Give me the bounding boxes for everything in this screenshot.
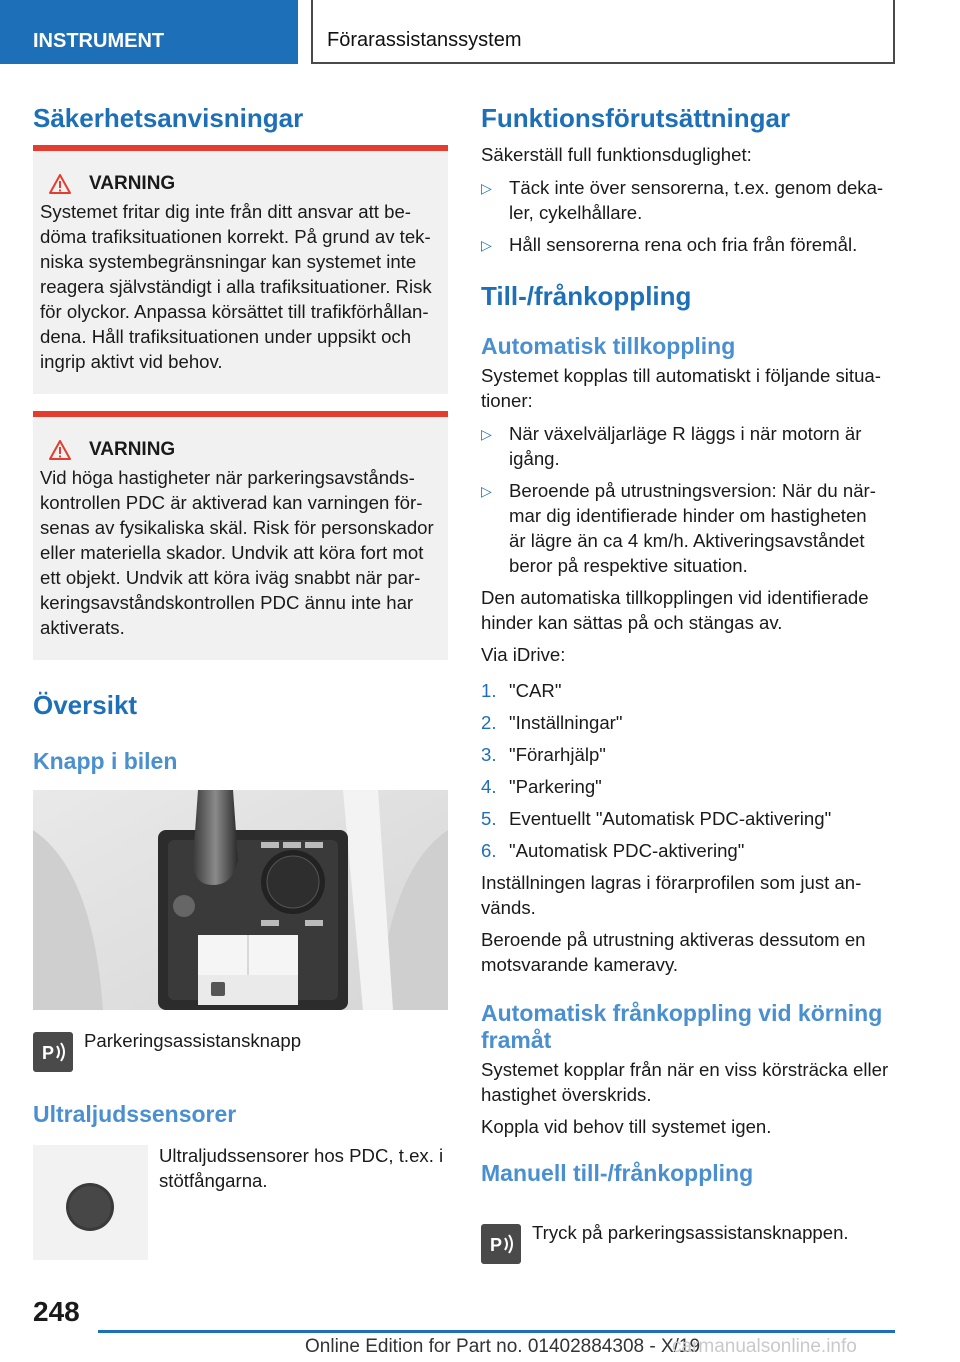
warning-line: keringsavståndskontrollen PDC ännu inte har <box>40 592 414 613</box>
svg-text:P: P <box>490 1235 503 1255</box>
auto-on-intro: Systemet kopplas till automatiskt i följande situa- <box>481 365 881 386</box>
auto-off-paragraph: Systemet kopplar från när en viss körsträcka eller <box>481 1059 889 1080</box>
chapter-title <box>311 0 895 64</box>
warning-triangle-icon <box>48 173 72 195</box>
footer-edition: Online Edition for Part no. 01402884308 - X/19 <box>305 1336 701 1357</box>
section-tab <box>0 0 298 64</box>
warning-triangle-icon <box>48 439 72 461</box>
heading-function-requirements: Funktionsförutsättningar <box>481 103 791 133</box>
list-item-text: igång. <box>509 448 560 469</box>
warning-label: VARNING <box>89 439 176 460</box>
warning-line: ett objekt. Undvik att köra iväg snabbt när par- <box>40 567 421 588</box>
page-number: 248 <box>33 1296 80 1327</box>
pdc-button-icon <box>481 1224 521 1269</box>
step-item: 3. "Förarhjälp" <box>481 744 606 765</box>
warning-line: reagera självständigt i alla trafiksituationer. Risk <box>40 276 432 297</box>
camera-paragraph: Beroende på utrustning aktiveras dessutom en <box>481 929 866 950</box>
camera-paragraph: motsvarande kameravy. <box>481 954 679 975</box>
warning-line: Vid höga hastigheter när parkeringsavstånds- <box>40 467 415 488</box>
heading-safety: Säkerhetsanvisningar <box>33 103 304 133</box>
list-item-text: När växelväljarläge R läggs i när motorn är <box>509 423 862 444</box>
saved-paragraph: Inställningen lagras i förarprofilen som just an- <box>481 872 862 893</box>
heading-ultrasonic-sensors: Ultraljudssensorer <box>33 1101 237 1127</box>
saved-paragraph: vänds. <box>481 897 536 918</box>
sensors-line: stötfångarna. <box>159 1170 268 1191</box>
warning-label: VARNING <box>89 173 176 194</box>
warning-line: ingrip aktivt vid behov. <box>40 351 223 372</box>
svg-text:P: P <box>42 1043 55 1063</box>
pdc-button-icon <box>33 1032 73 1077</box>
list-item: ▷ När växelväljarläge R läggs i när motorn är igång. <box>481 423 862 469</box>
warning-line: niska systembegränsningar kan systemet inte <box>40 251 417 272</box>
button-caption: Parkeringsassistansknapp <box>84 1030 302 1051</box>
list-item: ▷ Håll sensorerna rena och fria från föremål. <box>481 232 896 258</box>
footer-rule <box>98 1330 895 1333</box>
function-intro: Säkerställ full funktionsduglighet: <box>481 144 752 165</box>
left-column <box>33 103 448 134</box>
auto-on-paragraph: Den automatiska tillkopplingen vid identifierade <box>481 587 869 608</box>
list-item-text: mar dig identifierade hinder om hastigheten <box>509 505 867 526</box>
heading-automatic-on: Automatisk tillkoppling <box>481 333 736 359</box>
list-item: ▷ Beroende på utrustningsversion: När du när- mar dig identifierade hinder om hastigheten är lägre än ca 4 km/h. Aktiveringsavståndet beror på respektive situation. <box>481 480 876 576</box>
warning-line: eller materiella skador. Undvik att köra fort mot <box>40 542 424 563</box>
via-idrive: Via iDrive: <box>481 644 566 665</box>
list-item-text: Håll sensorerna rena och fria från föremål. <box>509 234 858 255</box>
warning-box-2 <box>33 411 448 660</box>
warning-line: Systemet fritar dig inte från ditt ansvar att be- <box>40 201 412 222</box>
center-console-photo <box>33 790 448 1010</box>
sensor-photo <box>33 1145 148 1260</box>
list-item: ▷ Täck inte över sensorerna, t.ex. genom deka- ler, cykelhållare. <box>481 177 884 223</box>
warning-header <box>40 439 441 461</box>
warning-line: aktiverats. <box>40 617 125 638</box>
steps-list <box>481 678 896 863</box>
heading-manual-toggle: Manuell till-/frånkoppling <box>481 1160 754 1186</box>
warning-line: dena. Håll trafiksituationen under uppsikt och <box>40 326 412 347</box>
step-item: 6. "Automatisk PDC-aktivering" <box>481 840 745 861</box>
right-column <box>481 103 896 1187</box>
step-item: 1. "CAR" <box>481 680 562 701</box>
warning-box-1 <box>33 145 448 394</box>
heading-overview: Översikt <box>33 690 138 720</box>
auto-off-paragraph: hastighet överskrids. <box>481 1084 652 1105</box>
list-item-text: är lägre än ca 4 km/h. Aktiveringsavståndet <box>509 530 865 551</box>
manual-instruction: Tryck på parkeringsassistansknappen. <box>532 1222 849 1243</box>
heading-toggle: Till-/frånkoppling <box>481 281 692 311</box>
step-item: 4. "Parkering" <box>481 776 602 797</box>
section-label: INSTRUMENT <box>33 30 165 52</box>
heading-button-in-car: Knapp i bilen <box>33 748 178 774</box>
list-item-text: ler, cykelhållare. <box>509 202 643 223</box>
sensors-line: Ultraljudssensorer hos PDC, t.ex. i <box>159 1145 444 1166</box>
auto-off-paragraph-2: Koppla vid behov till systemet igen. <box>481 1116 772 1137</box>
list-item-text: Täck inte över sensorerna, t.ex. genom deka- <box>509 177 884 198</box>
auto-on-paragraph: hinder kan sättas på och stängas av. <box>481 612 783 633</box>
step-item: 5. Eventuellt "Automatisk PDC-aktivering" <box>481 808 832 829</box>
warning-header <box>40 173 441 195</box>
auto-on-intro: tioner: <box>481 390 533 411</box>
warning-line: döma trafiksituationen korrekt. På grund av tek- <box>40 226 431 247</box>
list-item-text: beror på respektive situation. <box>509 555 748 576</box>
warning-line: senas av fysikaliska skäl. Risk för personskador <box>40 517 434 538</box>
heading-automatic-off: Automatisk frånkoppling vid körning framåt <box>481 1000 883 1053</box>
warning-line: för olyckor. Anpassa körsättet till trafikförhållan- <box>40 301 429 322</box>
step-item: 2. "Inställningar" <box>481 712 623 733</box>
list-item-text: Beroende på utrustningsversion: När du när- <box>509 480 876 501</box>
watermark: carmanualsonline.info <box>672 1336 857 1357</box>
warning-line: kontrollen PDC är aktiverad kan varningen för- <box>40 492 423 513</box>
chapter-title-text: Förarassistanssystem <box>327 29 522 51</box>
